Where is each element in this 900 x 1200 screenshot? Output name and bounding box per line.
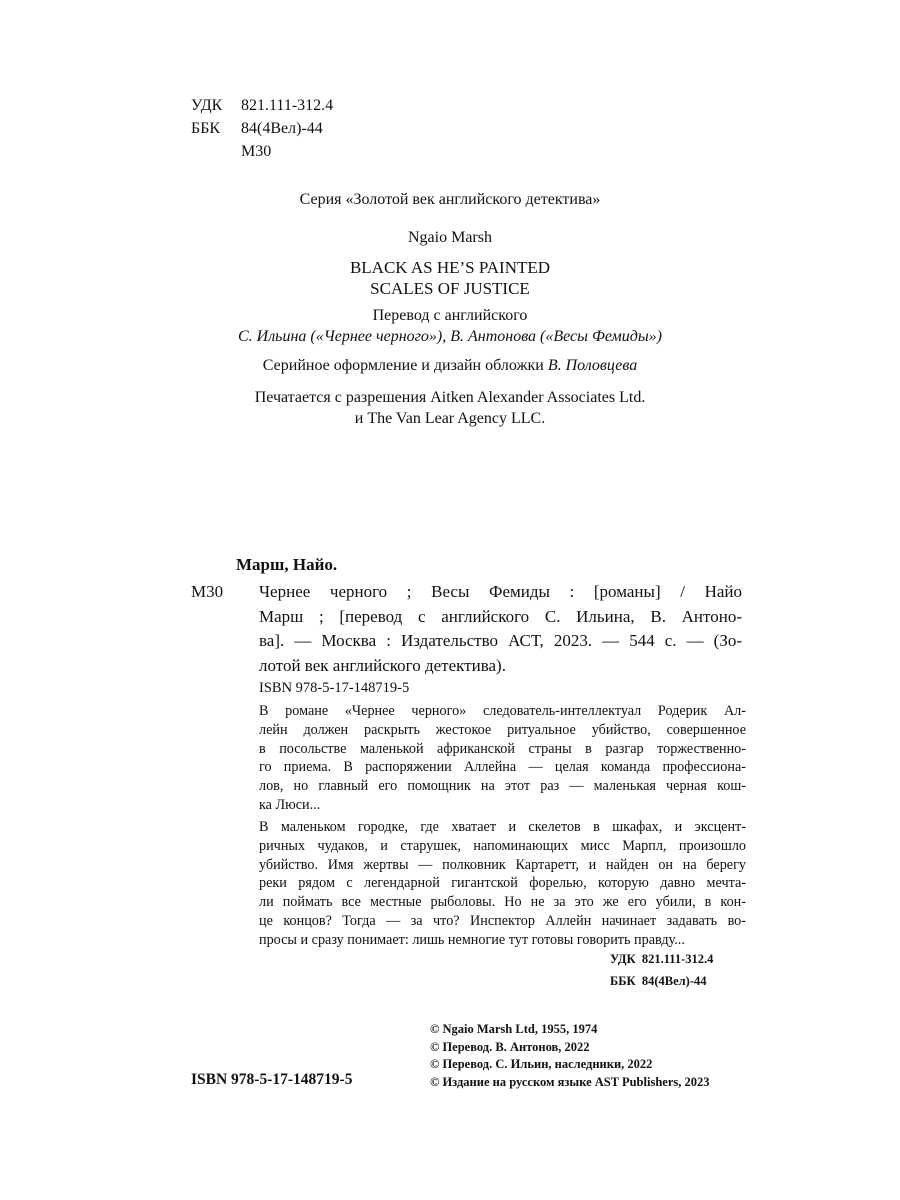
copyright-block xyxy=(430,1021,710,1091)
bibliographic-mark: М30 xyxy=(191,582,224,601)
permission-line-2: и The Van Lear Agency LLC. xyxy=(354,410,546,427)
original-title-2: SCALES OF JUSTICE xyxy=(370,279,530,298)
annotation-paragraph-2 xyxy=(259,818,746,950)
bbk-label: ББК xyxy=(191,120,221,137)
annotation-line: В маленьком городке, где хватает и скелетов в шкафах, и эксцент- xyxy=(259,819,746,835)
copyright-line: © Перевод. С. Ильин, наследники, 2022 xyxy=(430,1057,653,1071)
udk-bottom: УДК 821.111-312.4 xyxy=(610,952,714,966)
original-title-1: BLACK AS HE’S PAINTED xyxy=(349,258,551,277)
translation-credit xyxy=(0,305,900,347)
annotation-line: ли поймать все местные рыболовы. Но не за это же его убили, в кон- xyxy=(259,894,746,911)
bbk-bottom: ББК 84(4Вел)-44 xyxy=(610,974,707,988)
design-credit xyxy=(0,355,900,376)
translation-line-1: Перевод с английского xyxy=(372,307,528,324)
annotation-line: реки рядом с легендарной гигантской форелью, которую давно мечта- xyxy=(259,875,746,892)
copyright-line: © Издание на русском языке AST Publishers, 2023 xyxy=(430,1074,710,1089)
copyright-line: © Ngaio Marsh Ltd, 1955, 1974 xyxy=(430,1022,598,1036)
udk-label: УДК xyxy=(191,97,223,114)
annotation-paragraph-1 xyxy=(259,702,746,815)
original-titles xyxy=(0,257,900,299)
annotation-line: лейн должен раскрыть жестокое ритуальное убийство, совершенное xyxy=(259,721,746,738)
series-title: Серия «Золотой век английского детектива» xyxy=(299,191,601,208)
classification-codes-bottom xyxy=(610,948,713,992)
translation-line-2: С. Ильина («Чернее черного»), В. Антонова («Весы Фемиды») xyxy=(237,328,663,345)
annotation-line: В романе «Чернее черного» следователь-интеллектуал Родерик Ал- xyxy=(259,703,746,719)
annotation-line: в посольстве маленькой африканской страны в разгар торжественно- xyxy=(259,740,746,757)
bibliographic-author-heading: Марш, Найо. xyxy=(236,555,338,574)
original-author: Ngaio Marsh xyxy=(408,229,492,246)
bib-line: лотой век английского детектива). xyxy=(259,655,506,675)
bibliographic-description xyxy=(259,580,742,678)
author-mark: М30 xyxy=(241,143,272,160)
bib-line: ва]. — Москва : Издательство АСТ, 2023. — 544 с. — (Зо- xyxy=(259,631,742,651)
bib-line: Марш ; [перевод с английского С. Ильина, В. Антоно- xyxy=(259,606,742,626)
permission-notice xyxy=(0,387,900,429)
annotation-line: лов, но главный его помощник на этот раз — маленькая черная кош- xyxy=(259,778,746,795)
udk-value: 821.111-312.4 xyxy=(241,97,334,114)
annotation-line: це концов? Тогда — за что? Инспектор Аллейн начинает задавать во- xyxy=(259,912,746,929)
annotation-line: го приема. В распоряжении Аллейна — целая команда профессиона- xyxy=(259,759,746,776)
bib-line: Чернее черного ; Весы Фемиды : [романы] / Найо xyxy=(259,582,742,601)
bibliographic-isbn: ISBN 978-5-17-148719-5 xyxy=(259,680,410,696)
isbn-bottom: ISBN 978-5-17-148719-5 xyxy=(191,1071,353,1088)
design-text: Серийное оформление и дизайн обложки xyxy=(262,357,544,374)
annotation-line: ричных чудаков, и старушек, напоминающих мисс Марпл, произошло xyxy=(259,837,746,854)
annotation-line: просы и сразу понимает: лишь немногие тут готовы говорить правду... xyxy=(259,931,685,948)
classification-codes xyxy=(191,94,333,163)
bbk-value: 84(4Вел)-44 xyxy=(241,120,323,137)
design-name: В. Половцева xyxy=(547,357,638,374)
copyright-line: © Перевод. В. Антонов, 2022 xyxy=(430,1039,590,1054)
annotation-line: убийство. Имя жертвы — полковник Картаретт, и найден он на берегу xyxy=(259,856,746,873)
annotation-line: ка Люси... xyxy=(259,796,321,813)
permission-line-1: Печатается с разрешения Aitken Alexander Associates Ltd. xyxy=(254,389,646,406)
